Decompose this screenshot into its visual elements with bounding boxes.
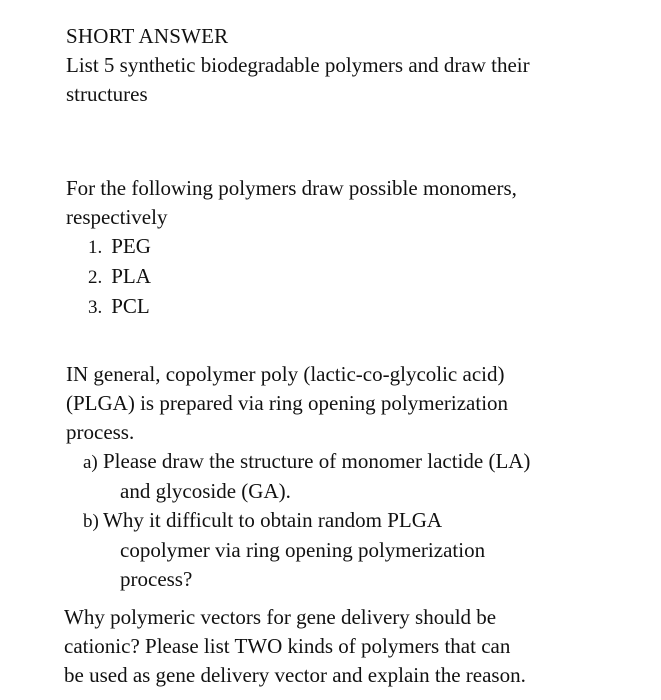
sub-marker: a) — [83, 452, 98, 473]
list-item — [66, 232, 626, 262]
section-heading: SHORT ANSWER — [66, 24, 229, 48]
sub-question-b — [66, 506, 626, 594]
question-line: be used as gene delivery vector and explain the reason. — [64, 663, 526, 687]
list-item-text: PEG — [111, 234, 151, 258]
question-line: Why polymeric vectors for gene delivery should be — [64, 605, 497, 629]
sub-marker: b) — [83, 511, 99, 532]
question-line: (PLGA) is prepared via ring opening polymerization — [66, 391, 509, 415]
sub-question-line: process? — [120, 567, 193, 591]
question-line: cationic? Please list TWO kinds of polymers that can — [64, 634, 511, 658]
question-line: For the following polymers draw possible monomers, — [66, 176, 517, 200]
sub-question-line: copolymer via ring opening polymerization — [120, 538, 486, 562]
polymer-list — [66, 232, 626, 322]
question-line: IN general, copolymer poly (lactic-co-glycolic acid) — [66, 362, 505, 386]
list-marker: 3. — [88, 297, 103, 318]
question-line: structures — [66, 82, 148, 106]
section-gene-delivery — [64, 603, 624, 690]
section-short-answer — [66, 22, 626, 109]
section-plga — [66, 360, 626, 594]
sub-question-line: Please draw the structure of monomer lactide (LA) — [103, 449, 531, 473]
section-monomers — [66, 174, 626, 322]
question-line: respectively — [66, 205, 168, 229]
list-item — [66, 262, 626, 292]
question-line: List 5 synthetic biodegradable polymers and draw their — [66, 53, 530, 77]
list-item-text: PLA — [111, 264, 151, 288]
sub-question-line: and glycoside (GA). — [120, 479, 291, 503]
list-item — [66, 292, 626, 322]
list-marker: 1. — [88, 237, 103, 258]
sub-question-a — [66, 447, 626, 506]
sub-question-line: Why it difficult to obtain random PLGA — [103, 508, 443, 532]
question-line: process. — [66, 420, 135, 444]
list-marker: 2. — [88, 267, 103, 288]
list-item-text: PCL — [111, 294, 150, 318]
